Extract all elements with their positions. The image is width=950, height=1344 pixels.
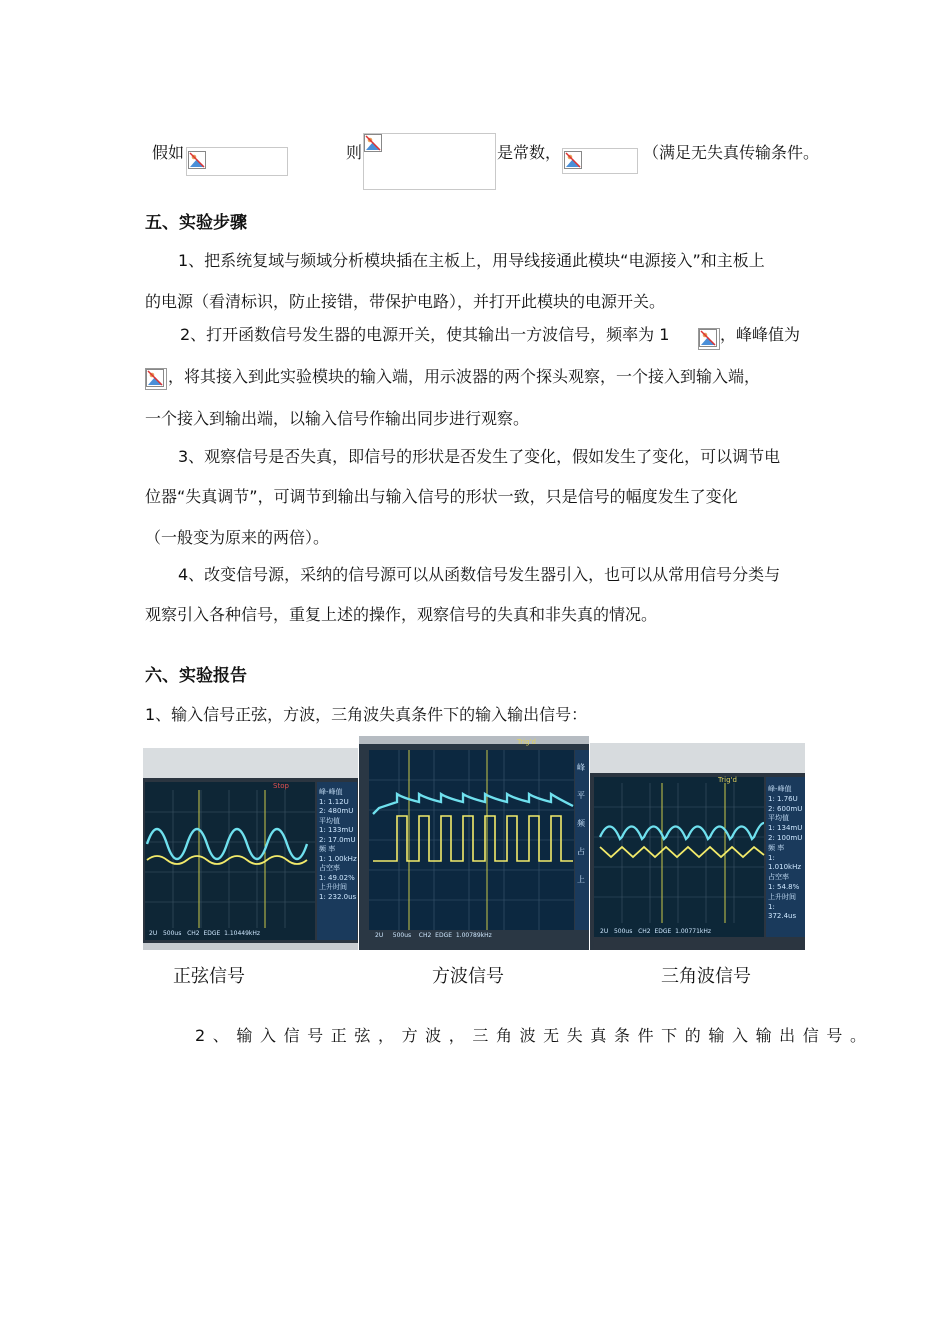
formula-image-vpp [145,368,167,390]
step1-line1: 1、把系统复域与频域分析模块插在主板上，用导线接通此模块“电源接入”和主板上 [178,251,765,270]
frequency-readout: 1.00789kHz [455,932,492,939]
caption-sine: 正弦信号 [173,966,245,987]
measure-value: 1: 1.010kHz [768,853,802,872]
oscilloscope-photo-square [359,736,589,950]
measure-label: 峰-峰值 [768,785,792,793]
section6-title: 六、实验报告 [145,666,247,686]
oscilloscope-photo-sine [143,748,358,950]
step1-line2: 的电源（看清标识，防止接错，带保护电路），并打开此模块的电源开关。 [145,292,666,311]
trigger-channel: CH2 [187,930,200,937]
step2-line1-a: 2、打开函数信号发生器的电源开关，使其输出一方波信号，频率为 1 [180,325,670,344]
scope-bottom-bar [149,930,260,937]
formula-image-2 [363,133,496,190]
condition-constant: 是常数， [497,143,562,162]
measure-value: 1: 1.00kHz [319,854,357,863]
time-per-div: 500us [162,930,182,937]
measure-label: 上升时间 [768,892,796,901]
measure-value: 1: 54.8% [768,882,800,891]
measure-label: 频 率 [319,845,336,853]
condition-suffix: （满足无失真传输条件。 [643,143,820,162]
measure-label: 平 [577,791,585,800]
frequency-readout: 1.00771kHz [675,928,712,935]
report-item2: 2、输入信号正弦，方波，三角波无失真条件下的输入输出信号。 [195,1026,874,1045]
broken-image-icon [699,329,717,347]
measure-value: 1: 372.4us [768,902,797,921]
measure-label: 平均值 [768,814,789,823]
time-per-div: 500us [613,928,633,935]
scope-top-status: Trig'd [517,738,536,746]
time-per-div: 500us [392,932,412,939]
measure-label: 峰 [577,763,585,772]
scope-top-status: Trig'd [718,776,737,784]
measure-value: 2: 600mU [768,804,803,813]
measure-label: 上升时间 [319,883,347,891]
step3-line2: 位器“失真调节”，可调节到输出与输入信号的形状一致，只是信号的幅度发生了变化 [145,487,738,506]
measure-value: 1: 1.76U [768,794,798,803]
step2-line2: ，将其接入到此实验模块的输入端，用示波器的两个探头观察，一个接入到输入端， [168,367,761,386]
formula-image-3 [562,148,638,174]
measure-label: 占 [577,847,585,856]
condition-middle: 则 [346,143,363,162]
scope-measure-panel [768,785,805,922]
formula-image-1 [186,147,288,176]
step4-line1: 4、改变信号源，采纳的信号源可以从函数信号发生器引入，也可以从常用信号分类与 [178,565,781,584]
measure-label: 占空率 [319,864,340,872]
volts-per-div: 2U [149,930,158,937]
measure-value: 1: 232.0us [319,892,357,901]
trigger-mode: EDGE [203,930,221,937]
measure-label: 占空率 [768,873,789,882]
trigger-channel: CH2 [638,928,651,935]
report-item1: 1、输入信号正弦，方波，三角波失真条件下的输入输出信号： [145,705,588,724]
section5-title: 五、实验步骤 [145,213,247,233]
measure-label: 上 [577,875,585,884]
measure-label: 平均值 [319,816,340,825]
step2-line1-b: ，峰峰值为 [720,325,801,344]
scope-measure-panel [319,788,357,902]
step3-line3: （一般变为原来的两倍）。 [145,528,330,547]
scope-bottom-bar [375,932,492,939]
measure-value: 2: 17.0mU [319,835,356,844]
step4-line2: 观察引入各种信号，重复上述的操作，观察信号的失真和非失真的情况。 [145,605,658,624]
step2-line3: 一个接入到输出端，以输入信号作输出同步进行观察。 [145,409,530,428]
measure-value: 1: 134mU [768,824,803,833]
caption-triangle: 三角波信号 [661,966,751,987]
measure-label: 频 率 [768,843,785,852]
broken-image-icon [564,151,582,169]
broken-image-icon [364,134,382,152]
scope-top-status: Stop [273,782,289,790]
trigger-mode: EDGE [654,928,672,935]
formula-image-freq [698,328,720,350]
measure-value: 1: 1.12U [319,797,349,806]
oscilloscope-photo-triangle [590,743,805,950]
measure-label: 峰-峰值 [319,788,343,796]
volts-per-div: 2U [375,932,384,939]
scope-measure-panel [577,754,589,894]
scope-bottom-bar [600,928,711,935]
trigger-mode: EDGE [435,932,453,939]
volts-per-div: 2U [600,928,609,935]
trigger-channel: CH2 [418,932,432,939]
caption-square: 方波信号 [432,966,504,987]
condition-prefix: 假如 [152,143,185,162]
measure-value: 1: 133mU [319,826,354,834]
measure-value: 2: 100mU [768,833,803,842]
step3-line1: 3、观察信号是否失真，即信号的形状是否发生了变化，假如发生了变化，可以调节电 [178,447,781,466]
measure-value: 1: 49.02% [319,873,355,882]
measure-value: 2: 480mU [319,807,354,815]
broken-image-icon [146,369,164,387]
broken-image-icon [188,151,206,169]
frequency-readout: 1.10449kHz [224,930,261,937]
measure-label: 频 [577,819,585,828]
